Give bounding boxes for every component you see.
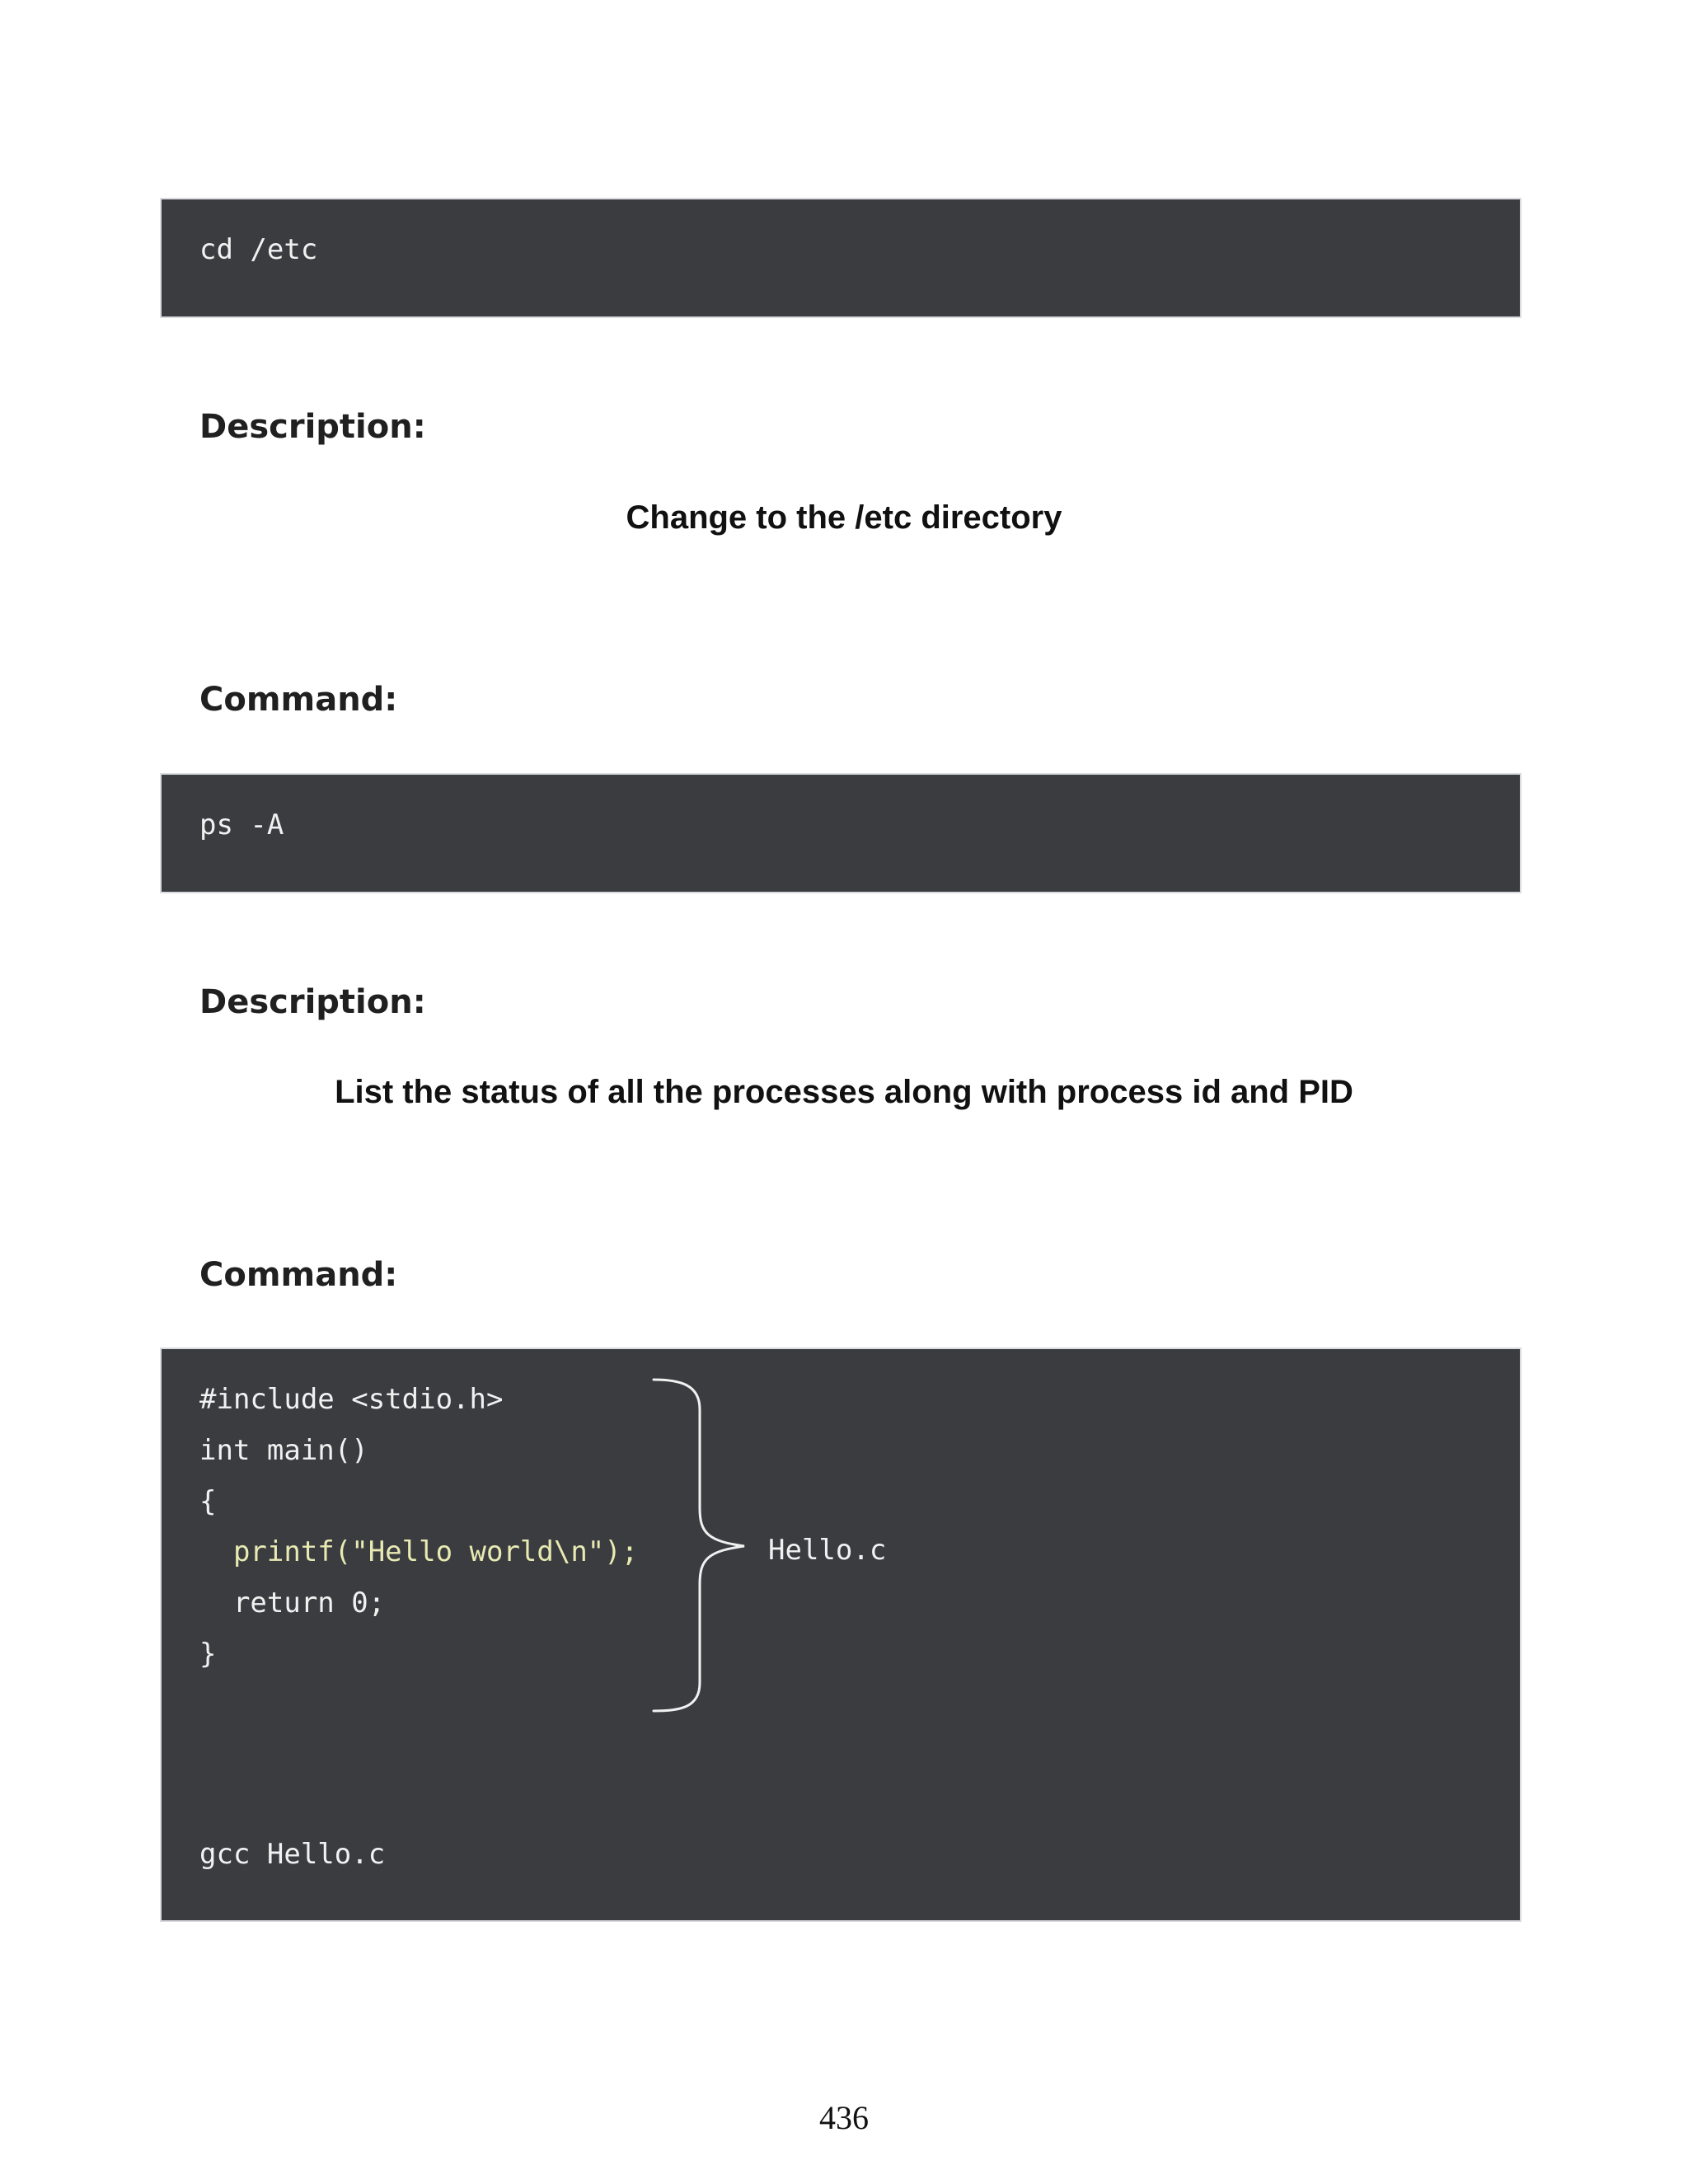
- page-number: 436: [819, 2099, 869, 2136]
- description-label-1: Description:: [199, 408, 426, 446]
- command-label-3: Command:: [199, 1256, 398, 1294]
- code-line-close-brace: }: [199, 1638, 217, 1671]
- brace-label-filename: Hello.c: [768, 1534, 887, 1567]
- command-label-2: Command:: [199, 681, 398, 719]
- code-block-ps: [160, 773, 1522, 893]
- description-text-2: List the status of all the processes along with process id and PID: [335, 1074, 1353, 1110]
- description-text-1: Change to the /etc directory: [626, 499, 1062, 536]
- curly-brace-icon: [647, 1376, 746, 1714]
- code-line-gcc: gcc Hello.c: [199, 1838, 386, 1871]
- code-line-cd: cd /etc: [199, 233, 318, 266]
- code-line-return: return 0;: [199, 1586, 386, 1619]
- code-line-printf: printf("Hello world\n");: [199, 1535, 639, 1568]
- code-block-cd: [160, 198, 1522, 318]
- code-line-include: #include <stdio.h>: [199, 1383, 504, 1416]
- code-line-ps: ps -A: [199, 808, 284, 841]
- description-label-2: Description:: [199, 983, 426, 1021]
- code-line-main: int main(): [199, 1434, 368, 1467]
- code-line-open-brace: {: [199, 1485, 217, 1518]
